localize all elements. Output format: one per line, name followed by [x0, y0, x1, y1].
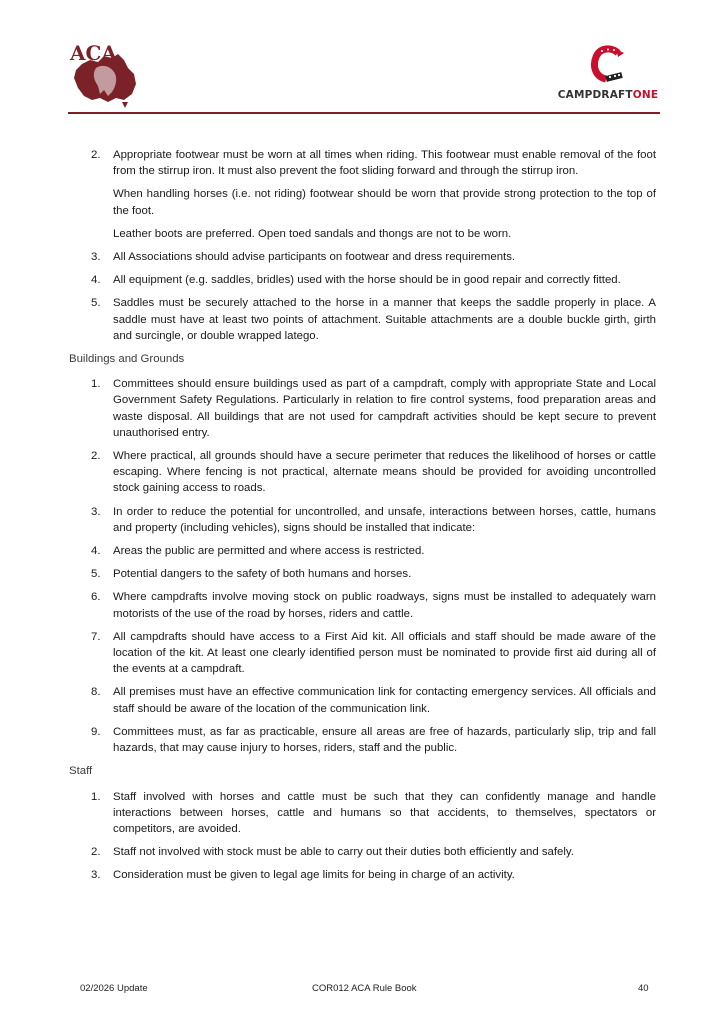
- header-divider: [68, 112, 660, 114]
- item-number: 8.: [91, 686, 101, 699]
- list-item: [76, 867, 656, 883]
- list-item: [76, 147, 656, 179]
- list-item: [76, 724, 656, 756]
- item-text: Areas the public are permitted and where access is restricted.: [113, 545, 425, 558]
- item-text: Staff not involved with stock must be able to carry out their duties both efficiently and safely.: [113, 846, 574, 859]
- item-subparagraph: When handling horses (i.e. not riding) footwear should be worn that provide strong protection to the top of the foot.: [113, 188, 656, 217]
- list-item: [76, 249, 656, 265]
- item-text: All campdrafts should have access to a First Aid kit. All officials and staff should be made aware of the location of the kit. At least one clearly identified person must be nominated to provide first aid during all of the events at a campdraft.: [113, 630, 656, 676]
- item-number: 4.: [91, 274, 101, 287]
- item-text: Saddles must be securely attached to the horse in a manner that keeps the saddle properly in place. A saddle must have at least two points of attachment. Suitable attachments are a double buckle girth, girth and surcingle, or double wrapped latego.: [113, 297, 656, 342]
- item-text: Committees must, as far as practicable, ensure all areas are free of hazards, particularly slip, trip and fall hazards, that may cause injury to horses, riders, staff and the public.: [113, 725, 656, 755]
- list-item: [76, 272, 656, 288]
- list-item: [76, 844, 656, 860]
- item-number: 4.: [91, 545, 101, 558]
- list-item: [76, 448, 656, 497]
- list-item: [76, 589, 656, 621]
- item-number: 3.: [91, 505, 101, 518]
- item-number: 7.: [91, 630, 101, 643]
- list-item: [76, 295, 656, 344]
- item-text: Where practical, all grounds should have a secure perimeter that reduces the likelihood of horses or cattle escaping. Where fencing is not practical, alternate means should be provided for avoiding uncontrolled stock gaining access to roads.: [113, 450, 656, 495]
- item-subparagraph: Leather boots are preferred. Open toed sandals and thongs are not to be worn.: [113, 227, 512, 240]
- item-text: Potential dangers to the safety of both humans and horses.: [113, 568, 412, 581]
- item-number: 1.: [91, 790, 101, 803]
- item-text: Staff involved with horses and cattle must be such that they can confidently manage and handle interactions between horses, cattle and humans so that accidents, to themselves, spectators or competitors, are avoided.: [113, 790, 656, 835]
- footer-page-number: 40: [638, 983, 649, 994]
- wordmark-accent: ONE: [632, 89, 659, 101]
- item-text: Consideration must be given to legal age limits for being in charge of an activity.: [113, 869, 515, 882]
- list-item: [76, 684, 656, 716]
- list-item: [76, 629, 656, 678]
- campdraftone-c-icon: [588, 45, 628, 85]
- item-number: 2.: [91, 846, 101, 859]
- item-text: Committees should ensure buildings used as part of a campdraft, comply with appropriate State and Local Government Safety Regulations. Particularly in relation to fire control systems, food preparation areas and waste disposal. All buildings that are not used for campdraft activities should be kept secure to prevent unauthorised entry.: [113, 378, 656, 439]
- item-text: All equipment (e.g. saddles, bridles) used with the horse should be in good repair and correctly fitted.: [113, 274, 621, 287]
- item-number: 3.: [91, 869, 101, 882]
- item-number: 5.: [91, 568, 101, 581]
- aca-logo-text: ACA: [70, 41, 117, 65]
- item-number: 3.: [91, 251, 101, 264]
- aca-logo: [68, 38, 142, 110]
- section-heading-buildings-grounds: Buildings and Grounds: [69, 353, 185, 366]
- list-item: [76, 543, 656, 559]
- wordmark-main: CAMPDRAFT: [557, 89, 633, 101]
- item-text: All premises must have an effective communication link for contacting emergency services. All officials and staff should be aware of the location of the communication link.: [113, 686, 656, 715]
- item-text: Where campdrafts involve moving stock on public roadways, signs must be installed to adequately warn motorists of the use of the road by horses, riders and cattle.: [113, 591, 656, 620]
- list-item: [76, 504, 656, 536]
- section-heading-staff: Staff: [69, 765, 93, 778]
- list-item: [76, 789, 656, 838]
- item-number: 2.: [91, 450, 101, 463]
- footer-update-date: 02/2026 Update: [80, 983, 148, 994]
- list-item: [76, 376, 656, 441]
- list-item: [76, 566, 656, 582]
- item-text: In order to reduce the potential for uncontrolled, and unsafe, interactions between horses, cattle, humans and property (including vehicles), signs should be installed that indicate:: [113, 505, 656, 534]
- item-text: All Associations should advise participants on footwear and dress requirements.: [113, 251, 516, 264]
- item-number: 1.: [91, 378, 101, 391]
- campdraftone-wordmark: [548, 89, 668, 101]
- item-text: Appropriate footwear must be worn at all times when riding. This footwear must enable removal of the foot from the stirrup iron. It must also prevent the foot sliding forward and through the stirrup iron.: [113, 149, 656, 178]
- item-number: 5.: [91, 297, 101, 310]
- item-number: 2.: [91, 149, 101, 161]
- item-number: 6.: [91, 591, 101, 604]
- campdraftone-logo: [548, 45, 668, 107]
- aca-logo-icon: [68, 38, 142, 110]
- item-number: 9.: [91, 725, 101, 738]
- footer-document-title: COR012 ACA Rule Book: [312, 983, 417, 994]
- document-body: [69, 147, 656, 891]
